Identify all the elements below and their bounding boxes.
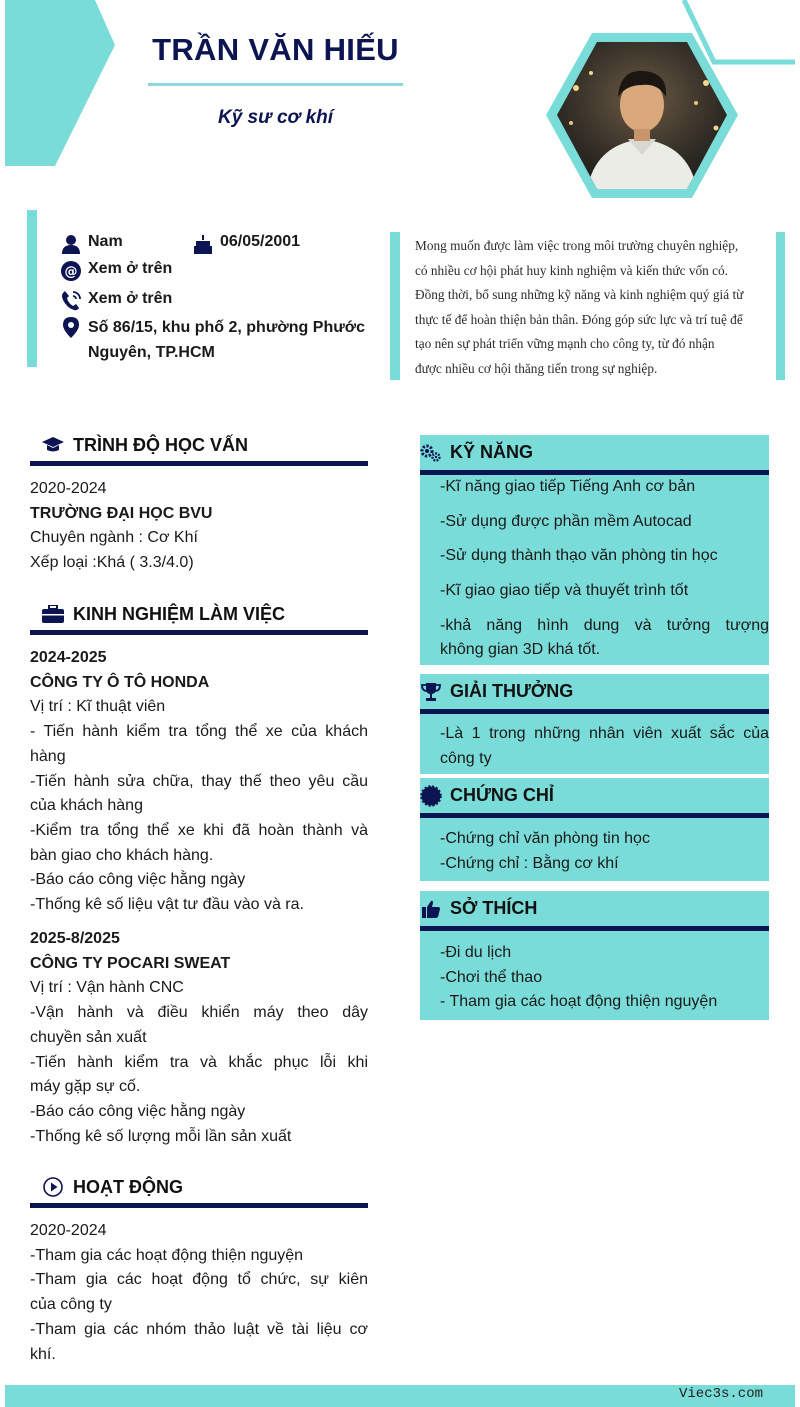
education-heading xyxy=(30,430,368,466)
phone-icon xyxy=(60,290,82,312)
hobbies-title: SỞ THÍCH xyxy=(450,898,538,918)
gears-icon xyxy=(420,443,442,463)
certificates-title: CHỨNG CHỈ xyxy=(450,785,554,805)
candidate-name: TRẦN VĂN HIẾU xyxy=(152,32,399,67)
experience-title: KINH NGHIỆM LÀM VIỆC xyxy=(73,604,286,624)
profile-photo xyxy=(546,33,738,198)
user-icon xyxy=(60,233,82,255)
activities-heading xyxy=(30,1172,368,1208)
gender-value: Nam xyxy=(88,233,123,250)
education-content xyxy=(30,477,368,576)
hobbies-content: -Đi du lịch -Chơi thể thao - Tham gia các hoạt động thiện nguyện xyxy=(440,944,718,1011)
email-value: Xem ở trên xyxy=(88,260,173,277)
email-row xyxy=(60,260,172,282)
job-title: Kỹ sư cơ khí xyxy=(217,107,334,128)
awards-title: GIẢI THƯỞNG xyxy=(450,681,574,701)
experience-heading xyxy=(30,599,368,635)
hobbies-heading xyxy=(420,891,769,931)
education-grade: Xếp loại :Khá ( 3.3/4.0) xyxy=(30,554,194,572)
trophy-icon xyxy=(420,682,442,702)
birthday-value: 06/05/2001 xyxy=(220,233,301,250)
objective-accent-right xyxy=(776,232,785,380)
briefcase-icon xyxy=(42,604,64,624)
play-circle-icon xyxy=(42,1177,64,1197)
address-row xyxy=(60,316,365,365)
activities-content: 2020-2024 -Tham gia các hoạt động thiện nguyện -Tham gia các hoạt động tổ chức, sự kiên của công ty -Tham gia các nhóm thảo luật về tài liệu cơ khí. xyxy=(30,1222,368,1363)
footer-bar xyxy=(5,1385,795,1407)
objective-accent-left xyxy=(390,232,400,380)
gender-row xyxy=(60,233,123,255)
education-period: 2020-2024 xyxy=(30,480,107,497)
name-underline xyxy=(148,83,403,86)
address-value: Số 86/15, khu phố 2, phường Phước Nguyên, TP.HCM xyxy=(88,319,366,361)
education-school: TRƯỜNG ĐẠI HỌC BVU xyxy=(30,504,213,522)
awards-content: -Là 1 trong những nhân viên xuất sắc của công ty xyxy=(440,725,769,767)
skills-heading xyxy=(420,435,769,475)
skills-title: KỸ NĂNG xyxy=(450,442,534,462)
graduation-cap-icon xyxy=(42,435,64,455)
experience-job-1: 2024-2025 CÔNG TY Ô TÔ HONDA Vị trí : Kĩ thuật viên - Tiến hành kiểm tra tổng thể xe của khách hàng -Tiến hành sửa chữa, thay thế theo yêu cầu của khách hàng -Kiểm tra tổng thể xe khi đã hoàn thành và bàn giao cho khách hàng. -Báo cáo công việc hằng ngày -Thống kê số liệu vật tư đầu vào và ra. xyxy=(30,649,368,914)
at-icon xyxy=(60,260,82,282)
education-major: Chuyên ngành : Cơ Khí xyxy=(30,529,198,547)
header-decoration-left xyxy=(5,0,115,166)
certificate-icon xyxy=(420,786,442,806)
experience-job-2: 2025-8/2025 CÔNG TY POCARI SWEAT Vị trí : Vận hành CNC -Vận hành và điều khiển máy theo dây chuyền sản xuất -Tiến hành kiểm tra và khắc phục lỗi khi máy gặp sự cố. -Báo cáo công việc hằng ngày -Thống kê số lượng mỗi lần sản xuất xyxy=(30,930,368,1145)
awards-heading xyxy=(420,674,769,714)
svg-text:@: @ xyxy=(64,264,78,280)
phone-value: Xem ở trên xyxy=(88,290,173,307)
info-accent-bar xyxy=(27,210,37,367)
map-pin-icon xyxy=(60,316,82,338)
certificates-heading xyxy=(420,778,769,818)
education-title: TRÌNH ĐỘ HỌC VẤN xyxy=(73,435,248,455)
footer-brand: Viec3s.com xyxy=(678,1386,763,1402)
career-objective: Mong muốn được làm việc trong môi trường chuyên nghiệp, có nhiều cơ hội phát huy kinh nghiệm và kiến thức vốn có. Đồng thời, bổ sung những kỹ năng và kinh nghiệm quý giá từ thực tế để hoàn thiện bản thân. Đóng góp sức lực và trí tuệ để tạo nên sự phát triển vững mạnh cho công ty, từ đó nhận được nhiều cơ hội thăng tiến trong sự nghiệp. xyxy=(415,238,744,376)
activities-title: HOẠT ĐỘNG xyxy=(73,1177,183,1197)
phone-row xyxy=(60,290,172,312)
skills-content: -Kĩ năng giao tiếp Tiếng Anh cơ bản -Sử dụng được phần mềm Autocad -Sử dụng thành thạo văn phòng tin học -Kĩ giao giao tiếp và thuyết trình tốt -khả năng hình dung và tưởng tượng không gian 3D khá tốt. xyxy=(440,478,769,658)
birthday-row xyxy=(192,233,300,255)
certificates-content: -Chứng chỉ văn phòng tin học -Chứng chỉ : Bằng cơ khí xyxy=(440,830,650,872)
thumbs-up-icon xyxy=(420,899,442,919)
cake-icon xyxy=(192,233,214,255)
